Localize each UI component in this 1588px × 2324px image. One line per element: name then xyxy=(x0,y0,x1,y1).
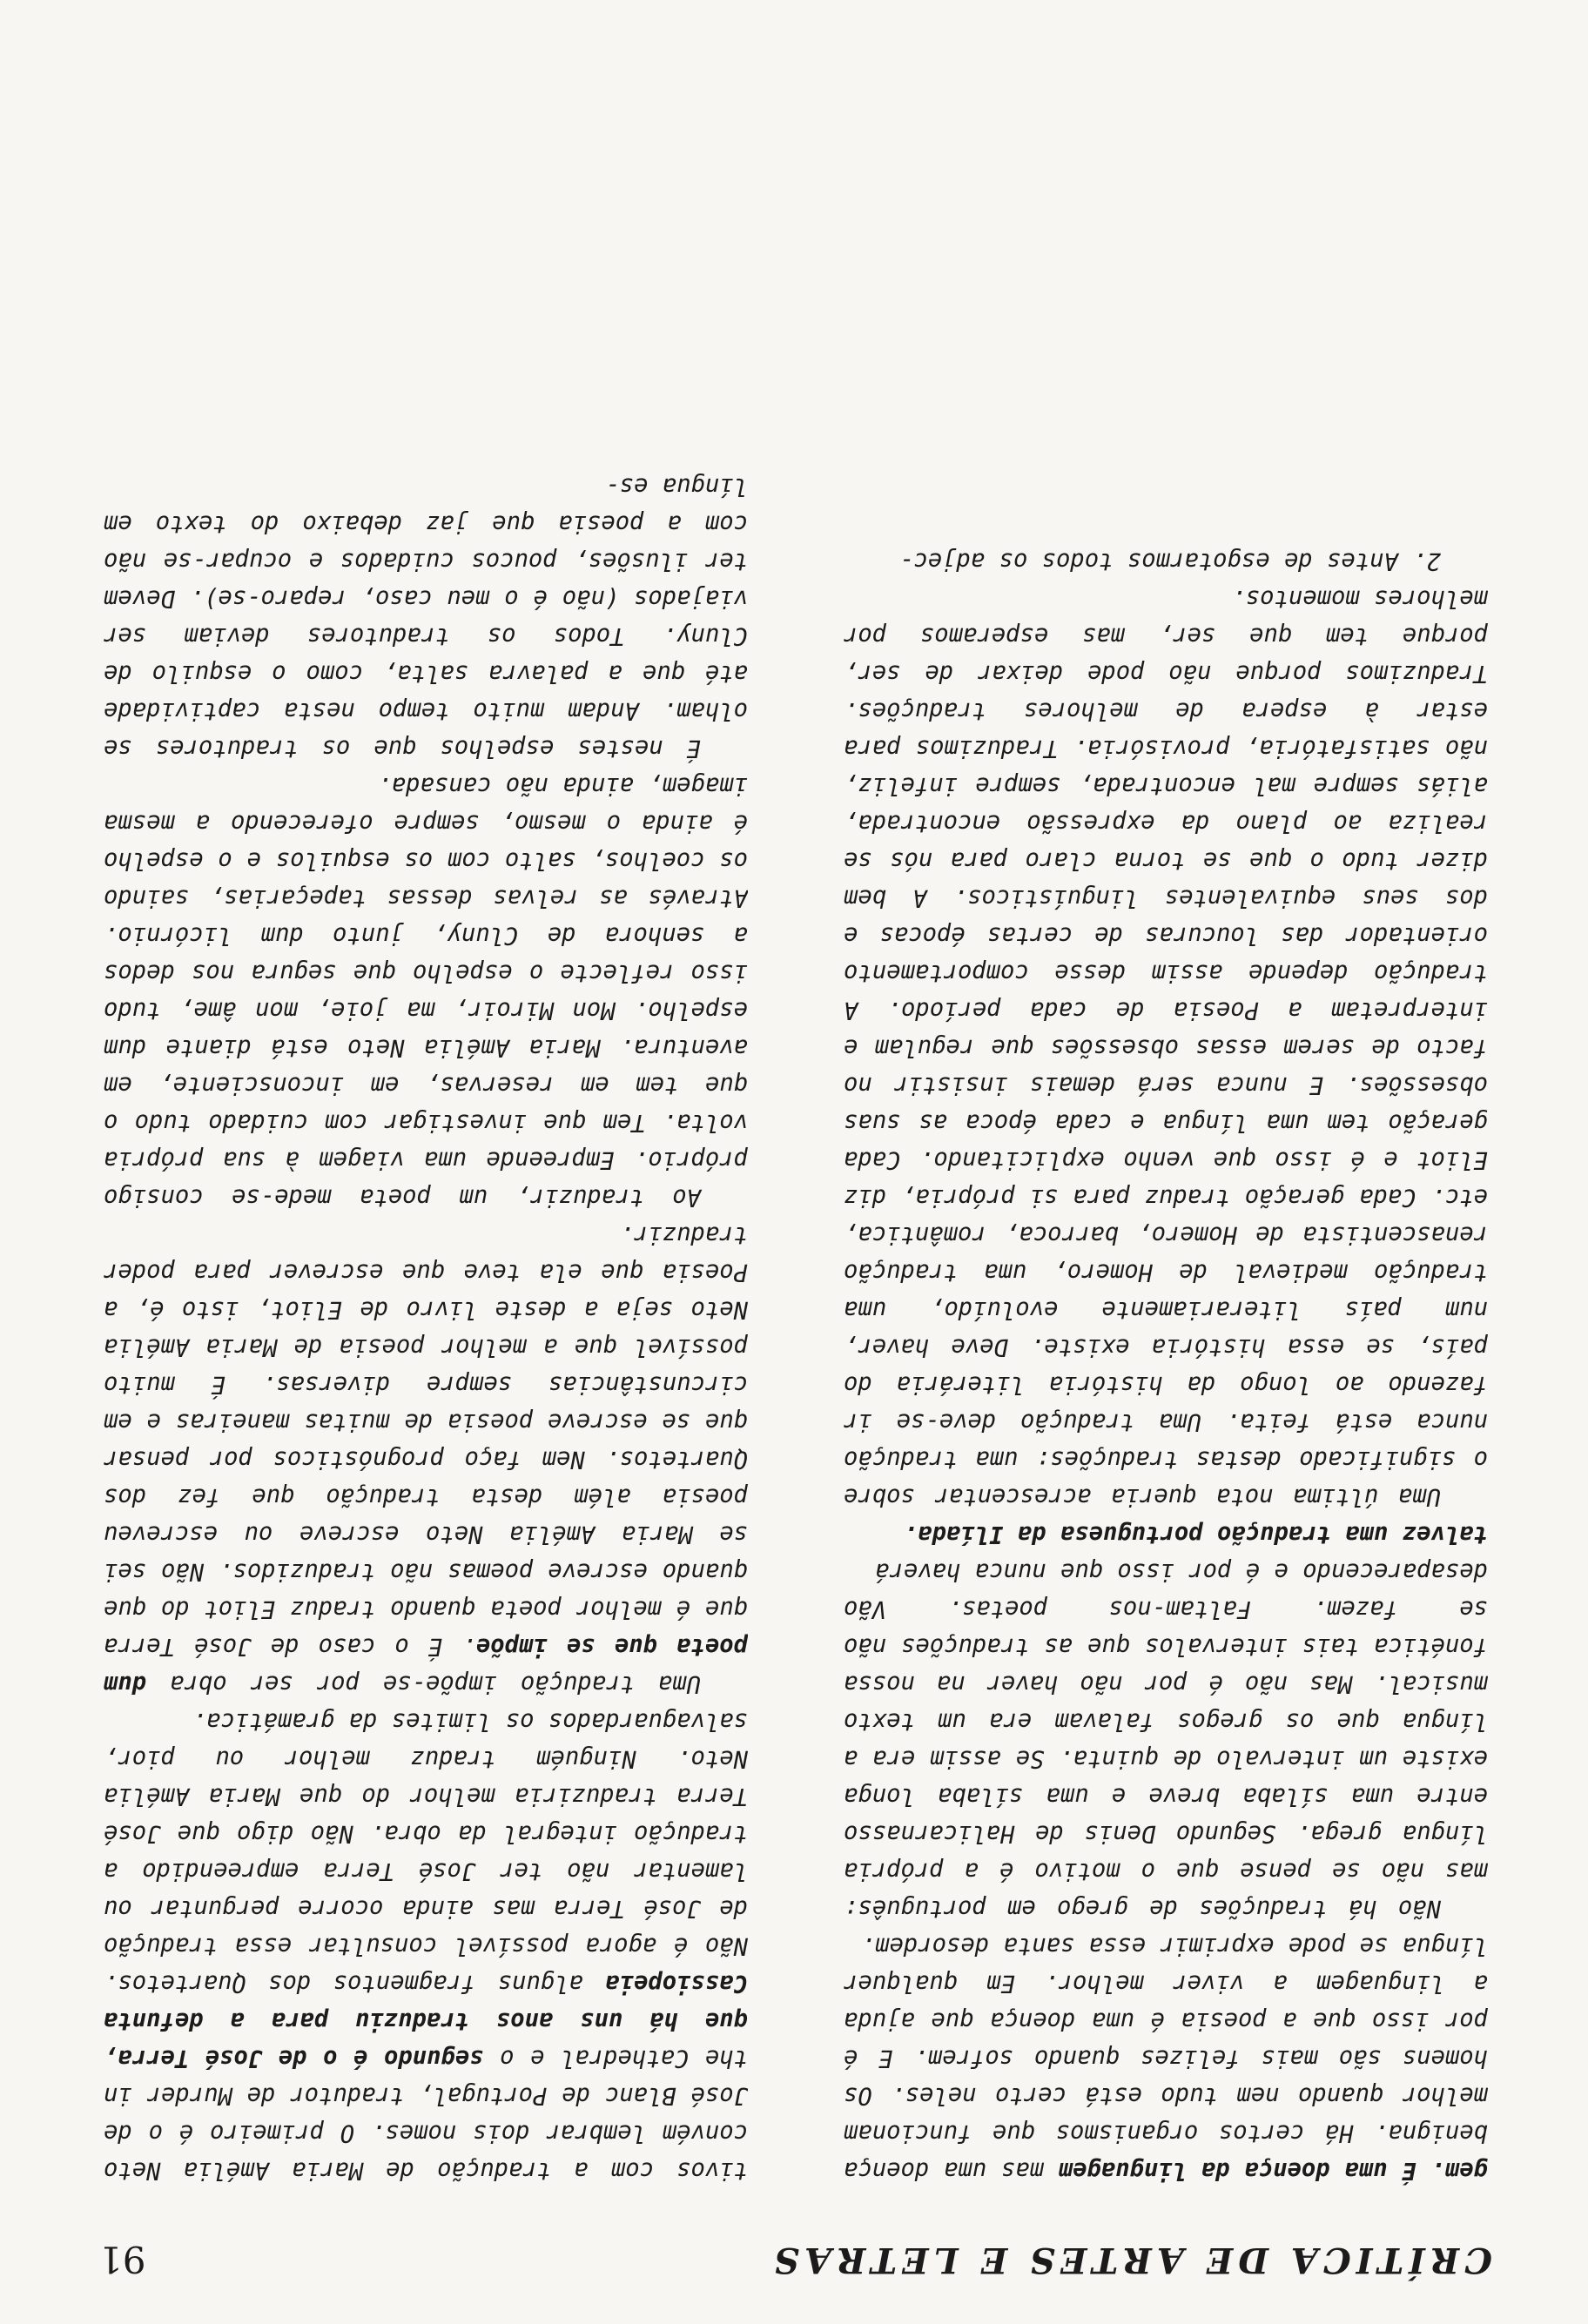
bold-text: gem. É uma doença da linguagem xyxy=(1058,2157,1488,2184)
page-number: 91 xyxy=(99,2238,146,2280)
paragraph xyxy=(844,1515,1488,1553)
bold-text: talvez uma tradução portuguesa da Ilíada. xyxy=(903,1521,1488,1548)
paragraph xyxy=(844,1927,1488,2189)
paragraph: Ao traduzir, um poeta mede-se consigo próprio. Empreende uma viagem à sua própria volta. Tem que investigar com cuidado tudo o que tem em reservas, em inconsciente, em aventura. Maria Amélia Neto está diante dum espelho. Mon Miroir, ma joie, mon âme, tudo isso reflecte o espelho que segura nos dedos a senhora de Cluny, junto dum licórnio. Através as relvas dessas tapeçarias, saindo os coelhos, salto com os esquilos e o espelho é ainda o mesmo, sempre oferecendo a mesma imagem, ainda não cansada. xyxy=(104,772,748,1211)
bold-text: dum poeta que se impõe xyxy=(104,1633,748,1697)
paragraph: Não há traduções de grego em português: mas não se pense que o motivo é a própria língua grega. Segundo Denis de Halicarnasso entre uma sílaba breve e uma sílaba longa existe um intervalo de quinta. Se assim era a língua que os gregos falavam era um texto musical. Mas não é por não haver na nossa fonética tais intervalos que as traduções não se fazem. Faltam-nos poetas. Vão desaparecendo e é por isso que nunca haverá xyxy=(844,1558,1488,1922)
paragraph-text: tivos com a tradução de Maria Amélia Neto convém lembrar dois nomes. O primeiro é o de José Blanc de Portugal, tradutor de Murder in the Cathedral e o xyxy=(104,2045,748,2184)
paragraph xyxy=(104,1216,748,1703)
paragraph-text: . É o caso de José Terra que é melhor poeta quando traduz Eliot do que quando escreve poemas não traduzidos. Não sei se Maria Amélia Neto escreve ou escreveu poesia além desta tradução que fez dos Quartetos. Nem faço prognósticos por pensar que se escreve poesia de muitas maneiras e em circunstâncias sempre diversas. É muito possível que a melhor poesia de Maria Amélia Neto seja a deste livro de Eliot, isto é, a Poesia que ela teve que escrever para poder traduzir. xyxy=(104,1221,748,1660)
running-head xyxy=(99,2228,1492,2280)
paragraph-text: Uma tradução impõe-se por ser obra xyxy=(146,1670,701,1697)
paragraph-text: alguns fragmentos dos Quartetos. Não é agora possível consultar essa tradução de José Terra mas ainda ocorre perguntar ou lamentar não ter José Terra empreendido a tradução integral da obra. Não digo que José Terra traduziria melhor do que Maria Amélia Neto. Ninguém traduz melhor ou pior, salvaguardados os limites da gramática. xyxy=(104,1708,748,1997)
paragraph: É nestes espelhos que os tradutores se olham. Andam muito tempo nesta captividade até que a palavra salta, como o esquilo de Cluny. Todos os tradutores deviam ser viajados (não é o meu caso, reparo-se). Devem ter ilusões, poucos cuidados e ocupar-se não com a poesia que jaz debaixo do texto em língua es- xyxy=(104,473,748,762)
right-column xyxy=(104,57,748,2189)
bold-text: segundo é o de José Terra, que há uns anos traduziu para a defunta Cassiopeia xyxy=(104,1970,748,2072)
section-start: 2. Antes de esgotarmos todos os adjec- xyxy=(899,547,1441,574)
paragraph xyxy=(104,1703,748,2189)
left-column xyxy=(844,57,1488,2189)
paragraph-text: mas uma doença benigna. Há certos organismos que funcionam melhor quando nem tudo está certo neles. Os homens são mais felizes quando sofrem. E é por isso que a poesia é uma doença que ajuda a linguagem a viver melhor. Em qualquer língua se pode exprimir essa santa desordem. xyxy=(844,1932,1488,2184)
paragraph: Uma última nota queria acrescentar sobre o significado destas traduções: uma tradução nunca está feita. Uma tradução deve-se ir fazendo ao longo da história literária do país, se essa história existe. Deve haver, num país literariamente evoluído, uma tradução medieval de Homero, uma tradução renascentista de Homero, barroca, romântica, etc. Cada geração traduz para si própria, diz Eliot e é isso que venho explicitando. Cada geração tem uma língua e cada época as suas obsessões. E nunca será demais insistir no facto de serem essas obsessões que regulam e interpretam a Poesia de cada período. A tradução depende assim desse comportamento orientador das loucuras de certas épocas e dos seus equivalentes linguísticos. A bem dizer tudo o que se torna claro para nós se realiza ao plano da expressão encontrada, aliás sempre mal encontrada, sempre infeliz, não satisfatória, provisória. Traduzimos para estar à espera de melhores traduções. Traduzimos porque não pode deixar de ser, porque tem que ser, mas esperamos por melhores momentos. xyxy=(844,585,1488,1510)
running-head-title: CRÍTICA DE ARTES E LETRAS xyxy=(769,2240,1492,2280)
